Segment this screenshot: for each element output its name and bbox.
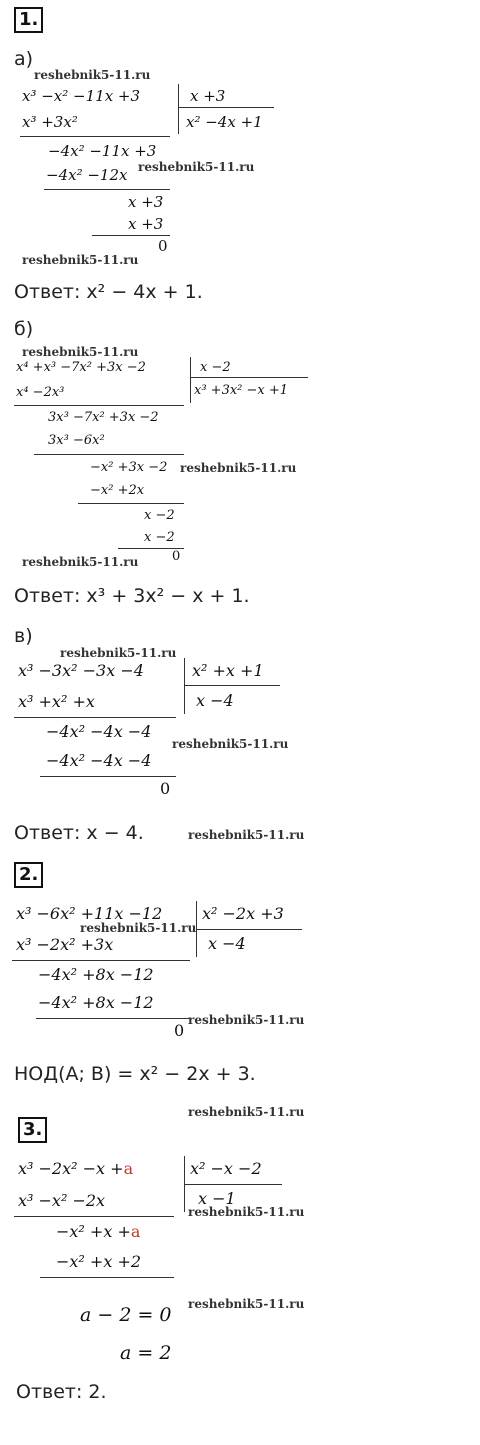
division-bar-horizontal xyxy=(190,377,308,378)
task-number-1: 1. xyxy=(14,7,43,33)
quotient-1c: x −4 xyxy=(196,691,234,710)
watermark: reshebnik5-11.ru xyxy=(188,1205,305,1219)
subtrahend-3-2: −x² +x +2 xyxy=(56,1252,142,1271)
watermark: reshebnik5-11.ru xyxy=(22,555,139,569)
underline xyxy=(92,235,170,236)
watermark: reshebnik5-11.ru xyxy=(188,1105,305,1119)
remainder-1c-1: −4x² −4x −4 xyxy=(46,722,152,741)
answer-1a: Ответ: x² − 4x + 1. xyxy=(14,281,203,303)
subtrahend-1a-3: x +3 xyxy=(128,215,164,233)
equation-3-1: a − 2 = 0 xyxy=(80,1304,172,1326)
watermark: reshebnik5-11.ru xyxy=(172,737,289,751)
divisor-2: x² −2x +3 xyxy=(202,904,284,923)
subtrahend-1b-1: x⁴ −2x³ xyxy=(16,385,65,400)
subtrahend-1b-2: 3x³ −6x² xyxy=(48,433,105,448)
underline xyxy=(40,1277,174,1278)
underline xyxy=(20,136,170,137)
subtask-label-a: а) xyxy=(14,48,34,70)
answer-1b: Ответ: x³ + 3x² − x + 1. xyxy=(14,585,250,607)
remainder-1b-2: −x² +3x −2 xyxy=(90,460,168,475)
dividend-1c: x³ −3x² −3x −4 xyxy=(18,661,144,680)
division-bar-horizontal xyxy=(178,107,274,108)
remainder-2-final: 0 xyxy=(174,1021,185,1040)
remainder-1a-2: x +3 xyxy=(128,193,164,211)
underline xyxy=(36,1018,190,1019)
quotient-3: x −1 xyxy=(198,1189,236,1208)
answer-1c: Ответ: x − 4. xyxy=(14,822,144,844)
watermark: reshebnik5-11.ru xyxy=(22,253,139,267)
quotient-2: x −4 xyxy=(208,934,246,953)
remainder-1b-final: 0 xyxy=(172,549,181,564)
subtask-label-b: б) xyxy=(14,318,34,340)
subtrahend-2-2: −4x² +8x −12 xyxy=(38,993,154,1012)
underline xyxy=(14,717,176,718)
division-bar-vertical xyxy=(190,357,191,403)
watermark: reshebnik5-11.ru xyxy=(22,345,139,359)
underline xyxy=(78,503,184,504)
watermark: reshebnik5-11.ru xyxy=(188,1297,305,1311)
division-bar-horizontal xyxy=(184,685,280,686)
task-number-2: 2. xyxy=(14,862,43,888)
subtrahend-1b-3: −x² +2x xyxy=(90,483,145,498)
dividend-1a: x³ −x² −11x +3 xyxy=(22,87,141,105)
divisor-3: x² −x −2 xyxy=(190,1159,262,1178)
divisor-1b: x −2 xyxy=(200,360,231,375)
remainder-1b-1: 3x³ −7x² +3x −2 xyxy=(48,410,159,425)
watermark: reshebnik5-11.ru xyxy=(138,160,255,174)
watermark: reshebnik5-11.ru xyxy=(188,1013,305,1027)
dividend-1b: x⁴ +x³ −7x² +3x −2 xyxy=(16,360,146,375)
remainder-3-1-terms: −x² +x + xyxy=(56,1222,131,1241)
underline xyxy=(14,405,184,406)
underline xyxy=(12,960,190,961)
parameter-a: a xyxy=(123,1159,134,1178)
watermark: reshebnik5-11.ru xyxy=(188,828,305,842)
subtrahend-1c-1: x³ +x² +x xyxy=(18,692,95,711)
quotient-1b: x³ +3x² −x +1 xyxy=(194,383,289,398)
answer-2: НОД(A; B) = x² − 2x + 3. xyxy=(14,1063,256,1085)
divisor-1c: x² +x +1 xyxy=(192,661,264,680)
watermark: reshebnik5-11.ru xyxy=(34,68,151,82)
underline xyxy=(40,776,176,777)
underline xyxy=(14,1216,174,1217)
watermark: reshebnik5-11.ru xyxy=(80,921,197,935)
dividend-3 xyxy=(18,1159,133,1178)
subtrahend-1a-1: x³ +3x² xyxy=(22,113,78,131)
dividend-3-terms: x³ −2x² −x + xyxy=(18,1159,124,1178)
underline xyxy=(34,454,184,455)
quotient-1a: x² −4x +1 xyxy=(186,113,263,131)
watermark: reshebnik5-11.ru xyxy=(180,461,297,475)
division-bar-horizontal xyxy=(196,929,302,930)
subtrahend-1c-2: −4x² −4x −4 xyxy=(46,751,152,770)
remainder-2-1: −4x² +8x −12 xyxy=(38,965,154,984)
parameter-a: a xyxy=(130,1222,141,1241)
remainder-1b-3: x −2 xyxy=(144,508,175,523)
subtrahend-2-1: x³ −2x² +3x xyxy=(16,935,114,954)
subtrahend-1a-2: −4x² −12x xyxy=(46,166,128,184)
watermark: reshebnik5-11.ru xyxy=(60,646,177,660)
underline xyxy=(44,189,170,190)
division-bar-vertical xyxy=(178,84,179,134)
answer-3: Ответ: 2. xyxy=(16,1381,107,1403)
division-bar-vertical xyxy=(184,658,185,714)
remainder-3-1 xyxy=(56,1222,140,1241)
dividend-2: x³ −6x² +11x −12 xyxy=(16,904,163,923)
division-bar-horizontal xyxy=(184,1184,282,1185)
remainder-1a-1: −4x² −11x +3 xyxy=(48,142,157,160)
remainder-1c-final: 0 xyxy=(160,779,171,798)
subtrahend-1b-4: x −2 xyxy=(144,530,175,545)
task-number-3: 3. xyxy=(18,1117,47,1143)
subtask-label-c: в) xyxy=(14,625,33,647)
remainder-1a-final: 0 xyxy=(158,237,168,255)
subtrahend-3-1: x³ −x² −2x xyxy=(18,1191,106,1210)
divisor-1a: x +3 xyxy=(190,87,226,105)
equation-3-2: a = 2 xyxy=(120,1342,172,1364)
